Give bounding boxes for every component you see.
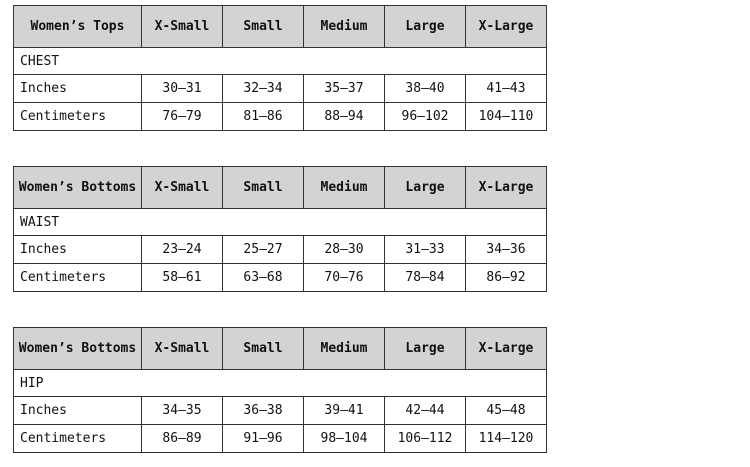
table-cell: 96–102 [385, 103, 466, 131]
table-cell: 34–36 [466, 236, 547, 264]
table-row [14, 75, 547, 103]
bottoms-waist-table [13, 166, 547, 292]
category-header: Women’s Bottoms [14, 167, 142, 209]
table-cell: 81–86 [223, 103, 304, 131]
section-label: CHEST [14, 48, 547, 75]
table-cell: 58–61 [142, 264, 223, 292]
table-cell: 42–44 [385, 397, 466, 425]
table-cell: 25–27 [223, 236, 304, 264]
size-header-large: Large [385, 328, 466, 370]
table-cell: 32–34 [223, 75, 304, 103]
row-label: Inches [14, 397, 142, 425]
table-cell: 106–112 [385, 425, 466, 453]
size-header-medium: Medium [304, 328, 385, 370]
bottoms-hip-table [13, 327, 547, 453]
section-row [14, 370, 547, 397]
table-cell: 36–38 [223, 397, 304, 425]
tops-chest-table [13, 5, 547, 131]
size-header-large: Large [385, 6, 466, 48]
table-cell: 70–76 [304, 264, 385, 292]
size-header-small: Small [223, 6, 304, 48]
size-header-xlarge: X-Large [466, 6, 547, 48]
table-cell: 35–37 [304, 75, 385, 103]
size-header-medium: Medium [304, 167, 385, 209]
table-cell: 88–94 [304, 103, 385, 131]
size-header-medium: Medium [304, 6, 385, 48]
size-header-small: Small [223, 167, 304, 209]
section-row [14, 48, 547, 75]
table-cell: 39–41 [304, 397, 385, 425]
table-row [14, 103, 547, 131]
size-header-xlarge: X-Large [466, 167, 547, 209]
row-label: Inches [14, 75, 142, 103]
table-cell: 45–48 [466, 397, 547, 425]
table-cell: 34–35 [142, 397, 223, 425]
table-cell: 31–33 [385, 236, 466, 264]
table-cell: 86–92 [466, 264, 547, 292]
section-label: HIP [14, 370, 547, 397]
table-cell: 114–120 [466, 425, 547, 453]
size-header-large: Large [385, 167, 466, 209]
table-cell: 91–96 [223, 425, 304, 453]
table-cell: 41–43 [466, 75, 547, 103]
category-header: Women’s Tops [14, 6, 142, 48]
size-header-xsmall: X-Small [142, 328, 223, 370]
size-header-xsmall: X-Small [142, 167, 223, 209]
table-cell: 63–68 [223, 264, 304, 292]
table-cell: 28–30 [304, 236, 385, 264]
size-header-small: Small [223, 328, 304, 370]
table-cell: 86–89 [142, 425, 223, 453]
table-row [14, 397, 547, 425]
row-label: Centimeters [14, 264, 142, 292]
table-row [14, 236, 547, 264]
table-cell: 76–79 [142, 103, 223, 131]
table-header-row [14, 6, 547, 48]
section-row [14, 209, 547, 236]
category-header: Women’s Bottoms [14, 328, 142, 370]
table-header-row [14, 167, 547, 209]
table-row [14, 425, 547, 453]
size-header-xsmall: X-Small [142, 6, 223, 48]
table-cell: 104–110 [466, 103, 547, 131]
size-header-xlarge: X-Large [466, 328, 547, 370]
table-cell: 23–24 [142, 236, 223, 264]
row-label: Centimeters [14, 103, 142, 131]
table-header-row [14, 328, 547, 370]
table-cell: 98–104 [304, 425, 385, 453]
table-row [14, 264, 547, 292]
table-cell: 38–40 [385, 75, 466, 103]
table-cell: 78–84 [385, 264, 466, 292]
row-label: Centimeters [14, 425, 142, 453]
row-label: Inches [14, 236, 142, 264]
section-label: WAIST [14, 209, 547, 236]
table-cell: 30–31 [142, 75, 223, 103]
